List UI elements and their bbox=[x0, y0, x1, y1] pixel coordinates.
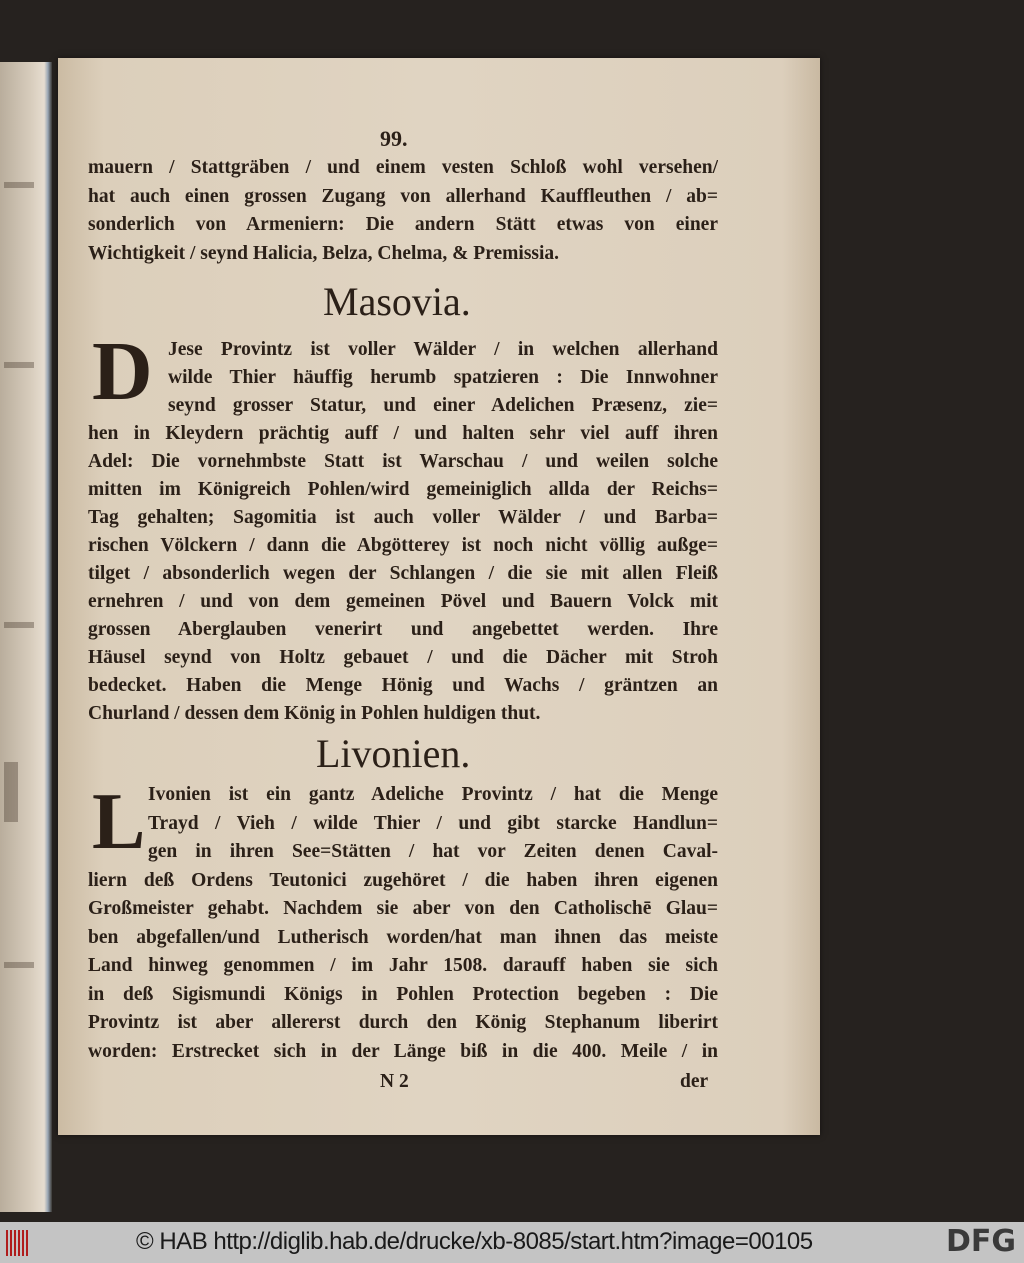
text-line: worden: Erstrecket sich in der Länge biß in die 400. Meile / in bbox=[88, 1040, 718, 1062]
text-line: mitten im Königreich Pohlen/wird gemeiniglich allda der Reichs= bbox=[88, 479, 718, 500]
text-line: Land hinweg genommen / im Jahr 1508. darauff haben sie sich bbox=[88, 955, 718, 976]
drop-cap-d: D bbox=[92, 325, 153, 418]
previous-page-edge bbox=[0, 62, 52, 1212]
hab-logo-icon bbox=[6, 1230, 28, 1256]
text-line: Adel: Die vornehmbste Statt ist Warschau / und weilen solche bbox=[88, 451, 718, 472]
text-line: hat auch einen grossen Zugang von allerhand Kauffleuthen / ab= bbox=[88, 185, 718, 207]
text-line: rischen Völckern / dann die Abgötterey ist noch nicht völlig außge= bbox=[88, 535, 718, 556]
ghost-text bbox=[4, 182, 34, 188]
text-line: gen in ihren See=Stätten / hat vor Zeiten denen Caval- bbox=[148, 841, 718, 862]
text-line: Churland / dessen dem König in Pohlen huldigen thut. bbox=[88, 703, 541, 724]
text-line: ben abgefallen/und Lutherisch worden/hat man ihnen das meiste bbox=[88, 926, 718, 948]
catchword: der bbox=[680, 1071, 709, 1092]
text-line: Häusel seynd von Holtz gebauet / und die Dächer mit Stroh bbox=[88, 647, 718, 668]
text-line: mauern / Stattgräben / und einem vesten Schloß wohl versehen/ bbox=[88, 157, 718, 178]
copyright-link[interactable]: © HAB http://diglib.hab.de/drucke/xb-8085/start.htm?image=00105 bbox=[136, 1228, 813, 1255]
dfg-logo: DFG bbox=[945, 1224, 1016, 1259]
text-line: seynd grosser Statur, und einer Adelichen Præsenz, zie= bbox=[168, 395, 718, 416]
ghost-text bbox=[4, 962, 34, 968]
drop-cap-l: L bbox=[92, 778, 146, 866]
text-line: liern deß Ordens Teutonici zugehöret / die haben ihren eigenen bbox=[88, 869, 718, 891]
text-line: hen in Kleydern prächtig auff / und halten sehr viel auff ihren bbox=[88, 423, 718, 444]
text-line: wilde Thier häuffig herumb spatzieren : Die Innwohner bbox=[168, 367, 718, 388]
text-line: Großmeister gehabt. Nachdem sie aber von den Catholischē Glau= bbox=[88, 898, 718, 919]
text-line: ernehren / und von dem gemeinen Pövel und Bauern Volck mit bbox=[88, 591, 718, 612]
text-line: grossen Aberglauben venerirt und angebettet werden. Ihre bbox=[88, 619, 718, 640]
text-line: sonderlich von Armeniern: Die andern Stätt etwas von einer bbox=[88, 214, 718, 235]
text-line: Provintz ist aber allererst durch den König Stephanum liberirt bbox=[88, 1012, 718, 1033]
ghost-text bbox=[4, 362, 34, 368]
signature-mark: N 2 bbox=[380, 1071, 409, 1092]
footer-bar bbox=[0, 1222, 1024, 1263]
text-line: Ivonien ist ein gantz Adeliche Provintz / hat die Menge bbox=[148, 784, 718, 805]
heading-masovia: Masovia. bbox=[323, 279, 471, 324]
ghost-initial bbox=[4, 762, 18, 822]
ghost-text bbox=[4, 622, 34, 628]
text-line: bedecket. Haben die Menge Hönig und Wachs / gräntzen an bbox=[88, 675, 718, 696]
page-number: 99. bbox=[380, 126, 408, 151]
text-line: Jese Provintz ist voller Wälder / in welchen allerhand bbox=[168, 339, 718, 360]
heading-livonien: Livonien. bbox=[316, 731, 471, 776]
text-line: in deß Sigismundi Königs in Pohlen Protection begeben : Die bbox=[88, 983, 718, 1005]
text-line: tilget / absonderlich wegen der Schlangen / die sie mit allen Fleiß bbox=[88, 563, 718, 584]
text-line: Trayd / Vieh / wilde Thier / und gibt starcke Handlun= bbox=[148, 812, 718, 834]
text-line: Tag gehalten; Sagomitia ist auch voller Wälder / und Barba= bbox=[88, 507, 718, 528]
text-line: Wichtigkeit / seynd Halicia, Belza, Chelma, & Premissia. bbox=[88, 242, 560, 264]
